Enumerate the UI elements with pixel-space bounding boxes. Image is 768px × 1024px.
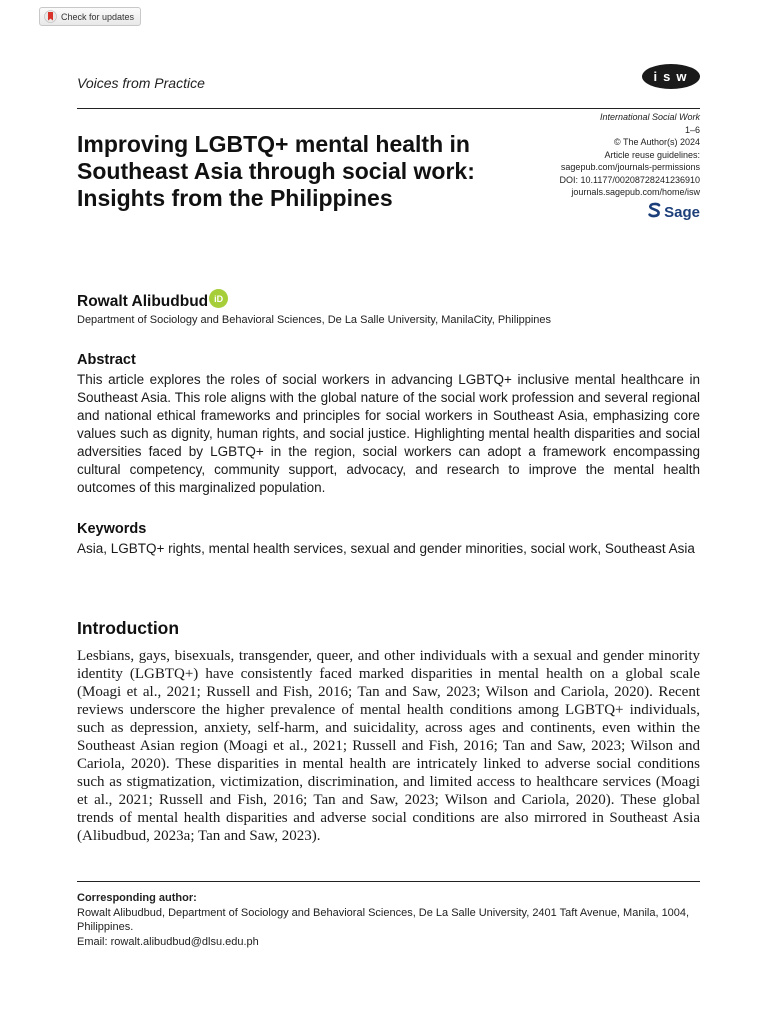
corresponding-author-label: Corresponding author:: [77, 892, 197, 904]
abstract-text: This article explores the roles of social workers in advancing LGBTQ+ inclusive mental healthcare in Southeast Asia. This role aligns with the global nature of the social work profession and several regional and national ethical frameworks and principles for social workers in Southeast Asia, emphasizing core values such as dignity, human rights, and social justice. Highlighting mental health disparities and social adversities faced by LGBTQ+ in the region, social workers can adopt a framework encompassing cultural competency, community support, advocacy, and research to improve the mental health outcomes of this marginalized population.: [77, 372, 700, 495]
copyright: © The Author(s) 2024: [613, 137, 700, 147]
article-title: Improving LGBTQ+ mental health in Southeast Asia through social work: Insights from the Philippines: [77, 131, 475, 211]
check-for-updates-button[interactable]: [39, 7, 141, 26]
journal-name: International Social Work: [599, 112, 700, 122]
publisher-logo: [640, 202, 700, 222]
check-for-updates-label: Check for updates: [61, 11, 135, 22]
journal-logo: isw: [642, 64, 700, 89]
corresponding-author-email[interactable]: Email: rowalt.alibudbud@dlsu.edu.ph: [77, 935, 259, 948]
abstract-heading: Abstract: [77, 352, 136, 368]
keywords-text: Asia, LGBTQ+ rights, mental health services, sexual and gender minorities, social work, Southeast Asia: [77, 541, 695, 556]
doi[interactable]: DOI: 10.1177/00208728241236910: [559, 174, 700, 185]
keywords-heading: Keywords: [77, 521, 147, 537]
author-name: Rowalt Alibudbud: [77, 292, 209, 310]
header-divider: [77, 108, 700, 109]
sage-s-icon: [648, 202, 661, 222]
orcid-icon[interactable]: iD: [209, 289, 228, 308]
corresponding-author: [77, 891, 700, 949]
page-range: 1–6: [684, 124, 700, 135]
publisher-name: Sage: [664, 203, 700, 221]
introduction-heading: Introduction: [77, 618, 180, 638]
author-line: [77, 292, 228, 311]
footnote-divider: [77, 881, 700, 882]
reuse-guidelines-label: Article reuse guidelines:: [604, 149, 700, 160]
reuse-guidelines-link[interactable]: sagepub.com/journals-permissions: [560, 162, 700, 172]
corresponding-author-address: Rowalt Alibudbud, Department of Sociology and Behavioral Sciences, De La Salle University, 2401 Taft Avenue, Manila, 1004, Philippines.: [77, 906, 690, 933]
article-metadata: [500, 111, 700, 199]
introduction-text: Lesbians, gays, bisexuals, transgender, queer, and other individuals with a sexual and gender minority identity (LGBTQ+) have consistently faced marked disparities in mental health on a global scale (Moagi et al., 2021; Russell and Fish, 2016; Tan and Saw, 2023; Wilson and Cariola, 2020). Recent reviews underscore the higher prevalence of mental health conditions among LGBTQ+ individuals, such as depression, anxiety, self-harm, and suicidality, across ages and continents, even within the Southeast Asian region (Moagi et al., 2021; Russell and Fish, 2016; Tan and Saw, 2023; Wilson and Cariola, 2020). These disparities in mental health are intricately linked to adverse social conditions such as stigmatization, victimization, discrimination, and limited access to healthcare services (Moagi et al., 2021; Russell and Fish, 2016; Tan and Saw, 2023; Wilson and Cariola, 2020). These global trends of mental health disparities and adverse social conditions are also mirrored in Southeast Asia (Alibudbud, 2023a; Tan and Saw, 2023).: [77, 648, 700, 844]
article-section-label: Voices from Practice: [77, 75, 205, 91]
author-affiliation: Department of Sociology and Behavioral Sciences, De La Salle University, ManilaCity, Philippines: [77, 314, 552, 326]
crossmark-icon: [44, 10, 57, 23]
journal-link[interactable]: journals.sagepub.com/home/isw: [571, 187, 700, 197]
